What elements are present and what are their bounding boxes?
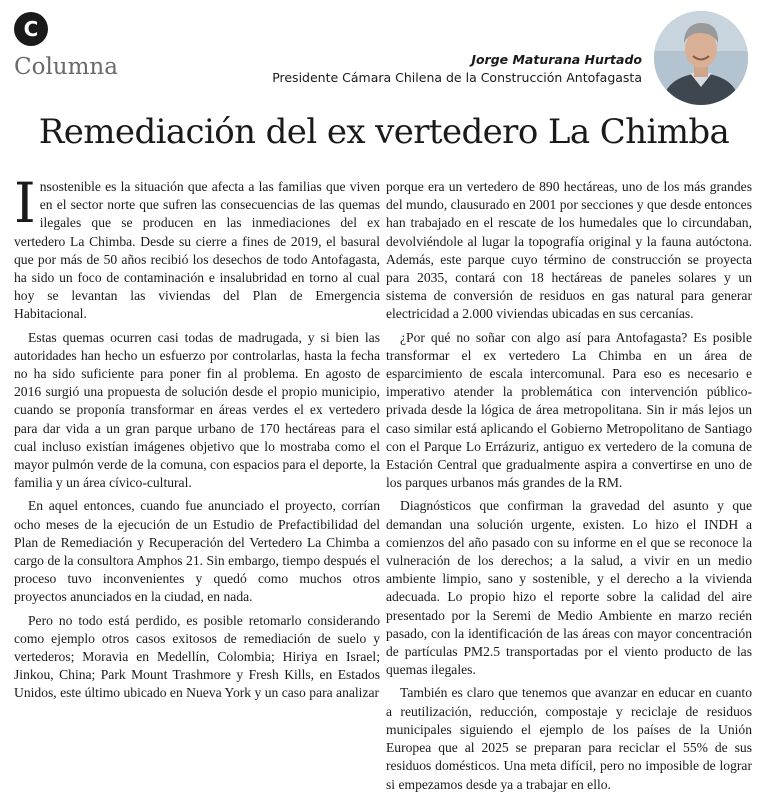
paragraph-text: nsostenible es la situación que afecta a las familias que viven en el sector norte que sufren las consecuencias de las quemas ilegales que se producen en las inmediaciones del ex vertedero La Chimba. Desde su cierre a fines de 2019, el basural que por más de 50 años recibió los desechos de todo Antofagasta, ha sido un foco de contaminación e insalubridad en torno al cual hoy se levantan las viviendas del Plan de Emergencia Habitacional. [14,179,380,322]
author-role: Presidente Cámara Chilena de la Construcción Antofagasta [272,70,642,85]
author-portrait [654,11,748,105]
paragraph: ¿Por qué no soñar con algo así para Antofagasta? Es posible transformar el ex vertedero La Chimba en un área de esparcimiento de escala intercomunal. Para eso es necesario e imperativo atender la problemática con intervención público-privada desde la lógica de área metropolitana. Sin ir más lejos un caso similar está aplicando el Gobierno Metropolitano de Santiago con el Parque Lo Errázuriz, antiguo ex vertedero de la comuna de Estación Central que gradualmente aspira a convertirse en uno de los parques urbanos más grandes de la RM. [386,329,752,491]
paragraph: También es claro que tenemos que avanzar en educar en cuanto a reutilización, reducción, compostaje y reciclaje de residuos municipales siguiendo el ejemplo de los países de la Unión Europea que al 2025 se preparan para reciclar el 55% de sus residuos domésticos. Una meta difícil, pero no imposible de lograr si empezamos desde ya a trabajar en ello. [386,685,752,792]
article-title: Remediación del ex vertedero La Chimba [38,112,730,152]
paragraph: Estas quemas ocurren casi todas de madrugada, y si bien las autoridades han hecho un esfuerzo por controlarlas, hasta la fecha no ha sido suficiente para poner fin al problema. En agosto de 2016 surgió una propuesta de solución desde el propio municipio, cuando se proponía transformar en áreas verdes el ex vertedero para dar vida a un gran parque urbano de 170 hectáreas para el cual incluso existían imágenes objetivo que lo mostraba como el mayor pulmón verde de la comuna, con espacios para el deporte, la familia y un área cívico-cultural. [14,329,380,491]
column-right [386,178,752,799]
author-avatar [654,11,748,105]
column-left [14,171,380,708]
paragraph-continued: porque era un vertedero de 890 hectáreas, uno de los más grandes del mundo, clausurado en 2001 por secciones y que desde entonces han trabajado en el rescate de los humedales que lo circundaban, devolviéndole al lugar la topografía original y la fauna autóctona. Además, este parque cuyo término de construcción se proyecta para 2035, contará con 18 hectáreas de paneles solares y un sistema de conversión de residuos en gas natural para generar electricidad a 2.000 viviendas ubicadas en sus cercanías. [386,179,752,322]
paragraph: Pero no todo está perdido, es posible retomarlo considerando como ejemplo otros casos exitosos de remediación de suelo y vertederos; Moravia en Medellín, Colombia; Hiriya en Israel; Jinkou, China; Park Mount Trashmore y Fresh Kills, en Estados Unidos, este último ubicado en Nueva York y un caso para analizar [14,612,380,701]
drop-cap: I [14,171,36,235]
paragraph [14,171,380,324]
section-label: Columna [14,54,118,80]
paragraph: En aquel entonces, cuando fue anunciado el proyecto, corrían ocho meses de la ejecución de un Estudio de Prefactibilidad del Plan de Remediación y Recuperación del Vertedero La Chimba a cargo de la consultora Amphos 21. Sin embargo, tiempo después el proceso tuvo inconvenientes y quedó como muchos otros proyectos anunciados en la ciudad, en nada. [14,498,380,605]
author-name: Jorge Maturana Hurtado [471,52,642,67]
paragraph: Diagnósticos que confirman la gravedad del asunto y que demandan una solución urgente, existen. Lo hizo el INDH a comienzos del año pasado con su informe en el que se reconoce la vulneración de los derechos; a la salud, a vivir en un medio ambiente limpio, sano y sostenible, y el derecho a la vivienda adecuada. Lo propio hizo el reporte sobre la calidad del aire presentado por la Seremi de Medio Ambiente en marzo recién pasado, con la identificación de las áreas con mayor concentración de partículas PM2.5 transportadas por el viento producto de las quemas ilegales. [386,498,752,678]
column-badge: C [14,12,48,46]
